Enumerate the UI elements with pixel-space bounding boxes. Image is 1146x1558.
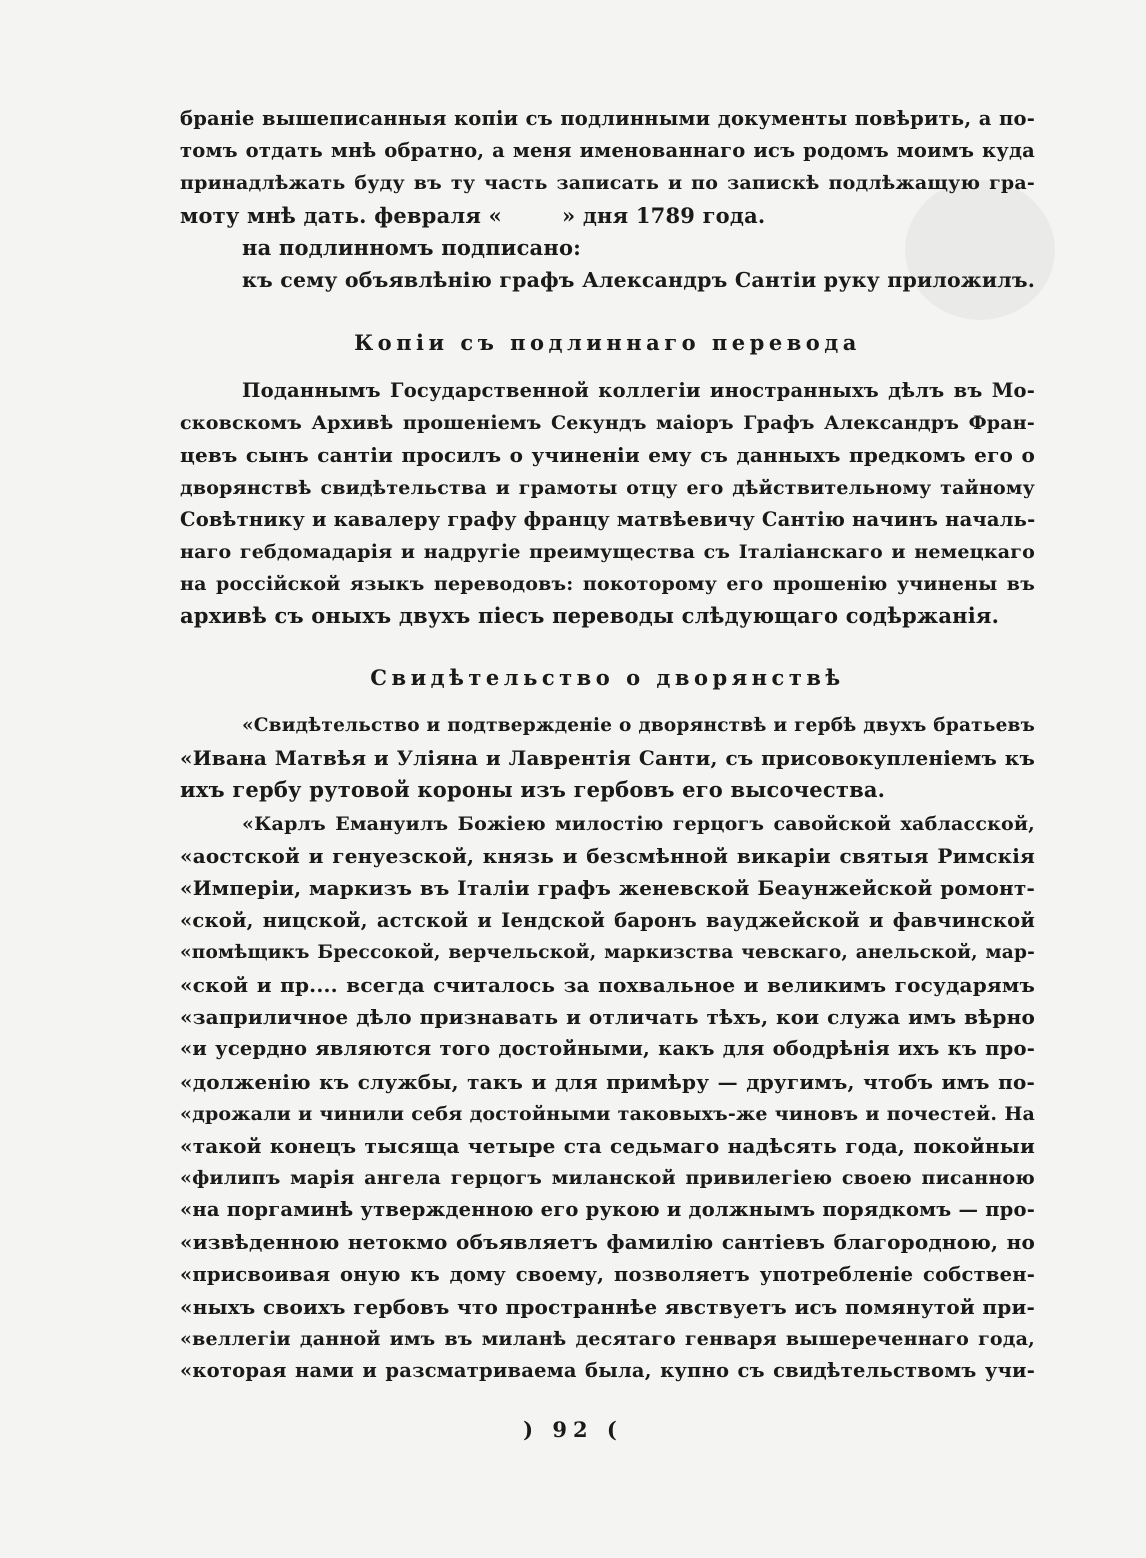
text-line: «филипъ марія ангела герцогъ миланской привилегіею своею писанною <box>180 1167 1035 1190</box>
text-line: Поданнымъ Государственной коллегіи иностранныхъ дѣлъ въ Мо- <box>242 379 1035 402</box>
text-line: «извѣденною нетокмо объявляетъ фамилію сантіевъ благородною, но <box>180 1230 1035 1255</box>
paragraph-3 <box>180 710 1035 807</box>
text-line: «дрожали и чинили себя достойными таковыхъ-же чиновъ и почестей. На <box>180 1102 1035 1125</box>
text-line: «присвоивая оную къ дому своему, позволяетъ употребленіе собствен- <box>180 1262 1035 1286</box>
text-line: «веллегіи данной имъ въ миланѣ десятаго генваря вышереченнаго года, <box>180 1328 1035 1350</box>
text-line: на подлинномъ подписано: <box>242 235 582 260</box>
paragraph-2 <box>180 375 1035 633</box>
text-line: наго гебдомадарія и надругіе преимущества съ Італіанскаго и немецкаго <box>180 540 1035 563</box>
text-line: «ской и пр.... всегда считалось за похвальное и великимъ государямъ <box>180 972 1035 997</box>
text-line: «и усердно являются того достойными, какъ для ободрѣнія ихъ къ про- <box>180 1037 1035 1061</box>
text-line: томъ отдать мнѣ обратно, а меня именованнаго исъ родомъ моимъ куда <box>180 139 1035 163</box>
text-line: дворянствѣ свидѣтельства и грамоты отцу его дѣйствительному тайному <box>180 476 1035 499</box>
paragraph-4 <box>180 808 1035 1387</box>
text-line: «долженію къ службы, такъ и для примѣру — другимъ, чтобъ имъ по- <box>180 1069 1035 1094</box>
section-heading-nobility: Свидѣтельство о дворянствѣ <box>370 665 845 690</box>
text-line: «помѣщикъ Брессокой, верчельской, маркизства чевскаго, анельской, мар- <box>180 941 1035 963</box>
text-line: ихъ гербу рутовой короны изъ гербовъ его высочества. <box>180 777 886 803</box>
text-line: браніе вышеписанныя копіи съ подлинными документы повѣрить, а по- <box>180 107 1035 130</box>
text-line: «Карлъ Емануилъ Божіею милостію герцогъ савойской хабласской, <box>242 813 1035 835</box>
text-line: «ской, ницской, астской и Іендской баронъ вауджейской и фавчинской <box>180 908 1035 932</box>
text-line: принадлѣжать буду въ ту часть записать и по запискѣ подлѣжащую гра- <box>180 172 1035 195</box>
text-line: Совѣтнику и кавалеру графу францу матвѣевичу Сантію начинъ началь- <box>180 507 1036 531</box>
text-line: цевъ сынъ сантіи просилъ о учиненіи ему съ данныхъ предкомъ его о <box>180 443 1035 468</box>
text-line: моту мнѣ дать. февраля « » дня 1789 года. <box>180 202 766 228</box>
section-heading-copy: Копіи съ подлиннаго перевода <box>354 330 861 355</box>
text-line: «Имперіи, маркизъ въ Італіи графъ женевской Беаунжейской ромонт- <box>180 876 1035 901</box>
page-number: ) 92 ( <box>523 1417 623 1442</box>
text-line: «ныхъ своихъ гербовъ что пространнѣе явствуетъ исъ помянутой при- <box>180 1294 1035 1319</box>
signature-block <box>180 232 1035 296</box>
text-line: «Ивана Матвѣя и Уліяна и Лаврентія Санти, съ присовокупленіемъ къ <box>180 746 1035 771</box>
text-line: «такой конецъ тысяща четыре ста седьмаго надѣсять года, покойныи <box>180 1133 1035 1158</box>
text-line: «аостской и генуезской, князь и безсмѣнной викаріи святыя Римскія <box>180 844 1035 869</box>
paragraph-1 <box>180 103 1035 232</box>
text-line: «которая нами и разсматриваема была, купно съ свидѣтельствомъ учи- <box>180 1359 1035 1383</box>
text-line: «Свидѣтельство и подтвержденіе о дворянствѣ и гербѣ двухъ братьевъ <box>242 715 1035 736</box>
text-line: сковскомъ Архивѣ прошеніемъ Секундъ маіоръ Графъ Александръ Фран- <box>180 412 1035 435</box>
text-line: къ сему объявлѣнію графъ Александръ Сантіи руку приложилъ. <box>242 268 1036 293</box>
text-line: «заприличное дѣло признавать и отличать тѣхъ, кои служа имъ вѣрно <box>180 1005 1035 1030</box>
text-line: «на поргаминѣ утвержденною его рукою и должнымъ порядкомъ — про- <box>180 1198 1035 1222</box>
text-line: архивѣ съ оныхъ двухъ піесъ переводы слѣдующаго содѣржанія. <box>180 603 1000 629</box>
text-line: на россійской языкъ переводовъ: покоторому его прошенію учинены въ <box>180 573 1035 596</box>
